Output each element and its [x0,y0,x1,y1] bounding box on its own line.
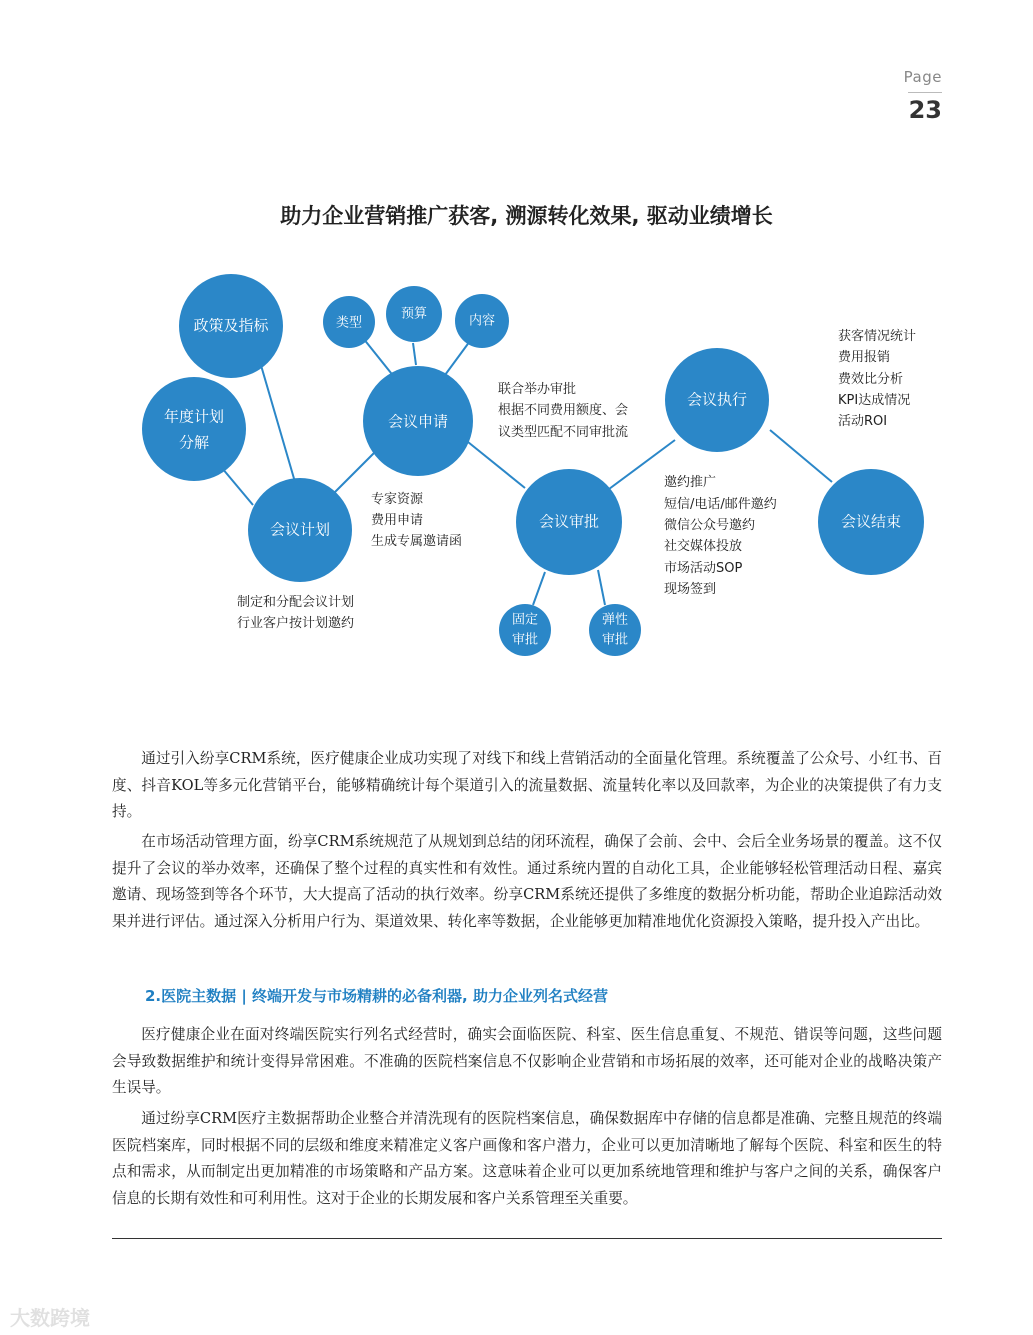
node-meeting-end [818,469,924,575]
note-end-1: 获客情况统计 [838,329,917,344]
node-budget [386,286,442,342]
note-apply-2: 费用申请 [371,513,424,528]
line-exec-end [770,430,832,482]
paragraph-1: 通过引入纷享CRM系统，医疗健康企业成功实现了对线下和线上营销活动的全面量化管理。系统覆盖了公众号、小红书、百度、抖音KOL等多元化营销平台，能够精确统计每个渠道引入的流量数据、流量转化率以及回款率，为企业的决策提供了有力支持。 [112,750,942,820]
node-policy [179,274,283,378]
node-meeting-exec [665,348,769,452]
line-type-apply [363,338,395,378]
node-annual-label-1: 年度计划 [163,407,225,426]
note-plan-2: 行业客户按计划邀约 [237,616,355,631]
note-exec-2: 短信/电话/邮件邀约 [664,497,777,512]
node-elastic-label-1: 弹性 [601,612,629,628]
node-elastic-label-2: 审批 [601,632,629,648]
note-end-5: 活动ROI [838,414,888,429]
line-approval-fixed [533,572,545,605]
node-meeting-plan-label: 会议计划 [269,520,331,539]
line-content-apply [445,341,470,375]
note-approval-3: 议类型匹配不同审批流 [498,425,629,440]
node-type-label: 类型 [335,315,363,331]
node-meeting-approval [516,469,622,575]
node-policy-label: 政策及指标 [193,316,269,335]
paragraph-2: 在市场活动管理方面，纷享CRM系统规范了从规划到总结的闭环流程，确保了会前、会中、会后全业务场景的覆盖。这不仅提升了会议的举办效率，还确保了整个过程的真实性和有效性。通过系统内置的自动化工具，企业能够轻松管理活动日程、嘉宾邀请、现场签到等各个环节，大大提高了活动的执行效率。纷享CRM系统还提供了多维度的数据分析功能，帮助企业追踪活动效果并进行评估。通过深入分析用户行为、渠道效果、转化率等数据，企业能够更加精准地优化资源投入策略，提升投入产出比。 [112,833,942,930]
note-approval-1: 联合举办审批 [498,382,577,397]
paragraph-4: 通过纷享CRM医疗主数据帮助企业整合并清洗现有的医院档案信息，确保数据库中存储的信息都是准确、完整且规范的终端医院档案库，同时根据不同的层级和维度来精准定义客户画像和客户潜力，企业可以更加清晰地了解每个医院、科室和医生的特点和需求，从而制定出更加精准的市场策略和产品方案。这意味着企业可以更加系统地管理和维护与客户之间的关系，确保客户信息的长期有效性和可利用性。这对于企业的长期发展和客户关系管理至关重要。 [112,1110,942,1207]
note-approval-2: 根据不同费用额度、会 [498,403,629,418]
node-meeting-end-label: 会议结束 [840,512,902,531]
note-exec [664,474,777,597]
node-elastic-approval [589,604,641,656]
line-apply-approval [468,442,525,488]
note-apply-1: 专家资源 [371,492,424,507]
note-end-3: 费效比分析 [838,372,904,387]
note-plan [237,594,354,631]
page-divider [908,92,942,93]
node-fixed-label-1: 固定 [511,612,539,628]
page-number: 23 [908,96,942,124]
note-approval [498,381,628,440]
section-heading: 2.医院主数据 | 终端开发与市场精耕的必备利器, 助力企业列名式经营 [145,987,608,1005]
line-budget-apply [413,343,416,365]
note-exec-4: 社交媒体投放 [664,539,743,554]
bottom-divider [112,1238,942,1239]
node-meeting-plan [248,478,352,582]
line-policy-plan [258,355,295,482]
node-meeting-apply-label: 会议申请 [387,412,449,431]
node-annual-label-2: 分解 [178,433,210,452]
node-fixed-label-2: 审批 [511,632,539,648]
note-end [838,328,916,429]
figure-title: 助力企业营销推广获客, 溯源转化效果, 驱动业绩增长 [280,204,773,228]
note-apply-3: 生成专属邀请函 [371,534,463,549]
note-exec-6: 现场签到 [664,582,717,597]
line-plan-apply [335,452,375,492]
meeting-flow-diagram [0,260,1033,680]
line-annual-plan [222,468,253,505]
note-exec-1: 邀约推广 [664,475,717,490]
node-annual-plan [142,377,246,481]
node-type [323,296,375,348]
node-meeting-apply [363,366,473,476]
node-meeting-approval-label: 会议审批 [538,512,600,531]
paragraph-3: 医疗健康企业在面对终端医院实行列名式经营时，确实会面临医院、科室、医生信息重复、不规范、错误等问题，这些问题会导致数据维护和统计变得异常困难。不准确的医院档案信息不仅影响企业营销和市场拓展的效率，还可能对企业的战略决策产生误导。 [112,1026,942,1096]
note-end-2: 费用报销 [838,350,891,365]
note-exec-5: 市场活动SOP [664,561,743,576]
node-budget-label: 预算 [400,306,428,322]
note-exec-3: 微信公众号邀约 [664,518,756,533]
node-fixed-approval [499,604,551,656]
note-end-4: KPI达成情况 [838,393,911,408]
watermark-logo: 大数跨境 [10,1306,90,1330]
node-meeting-exec-label: 会议执行 [686,390,748,409]
page-label: Page [903,68,942,86]
note-plan-1: 制定和分配会议计划 [237,595,355,610]
node-content [455,294,509,348]
node-content-label: 内容 [468,313,496,329]
note-apply [371,491,462,549]
line-approval-elastic [598,570,605,605]
